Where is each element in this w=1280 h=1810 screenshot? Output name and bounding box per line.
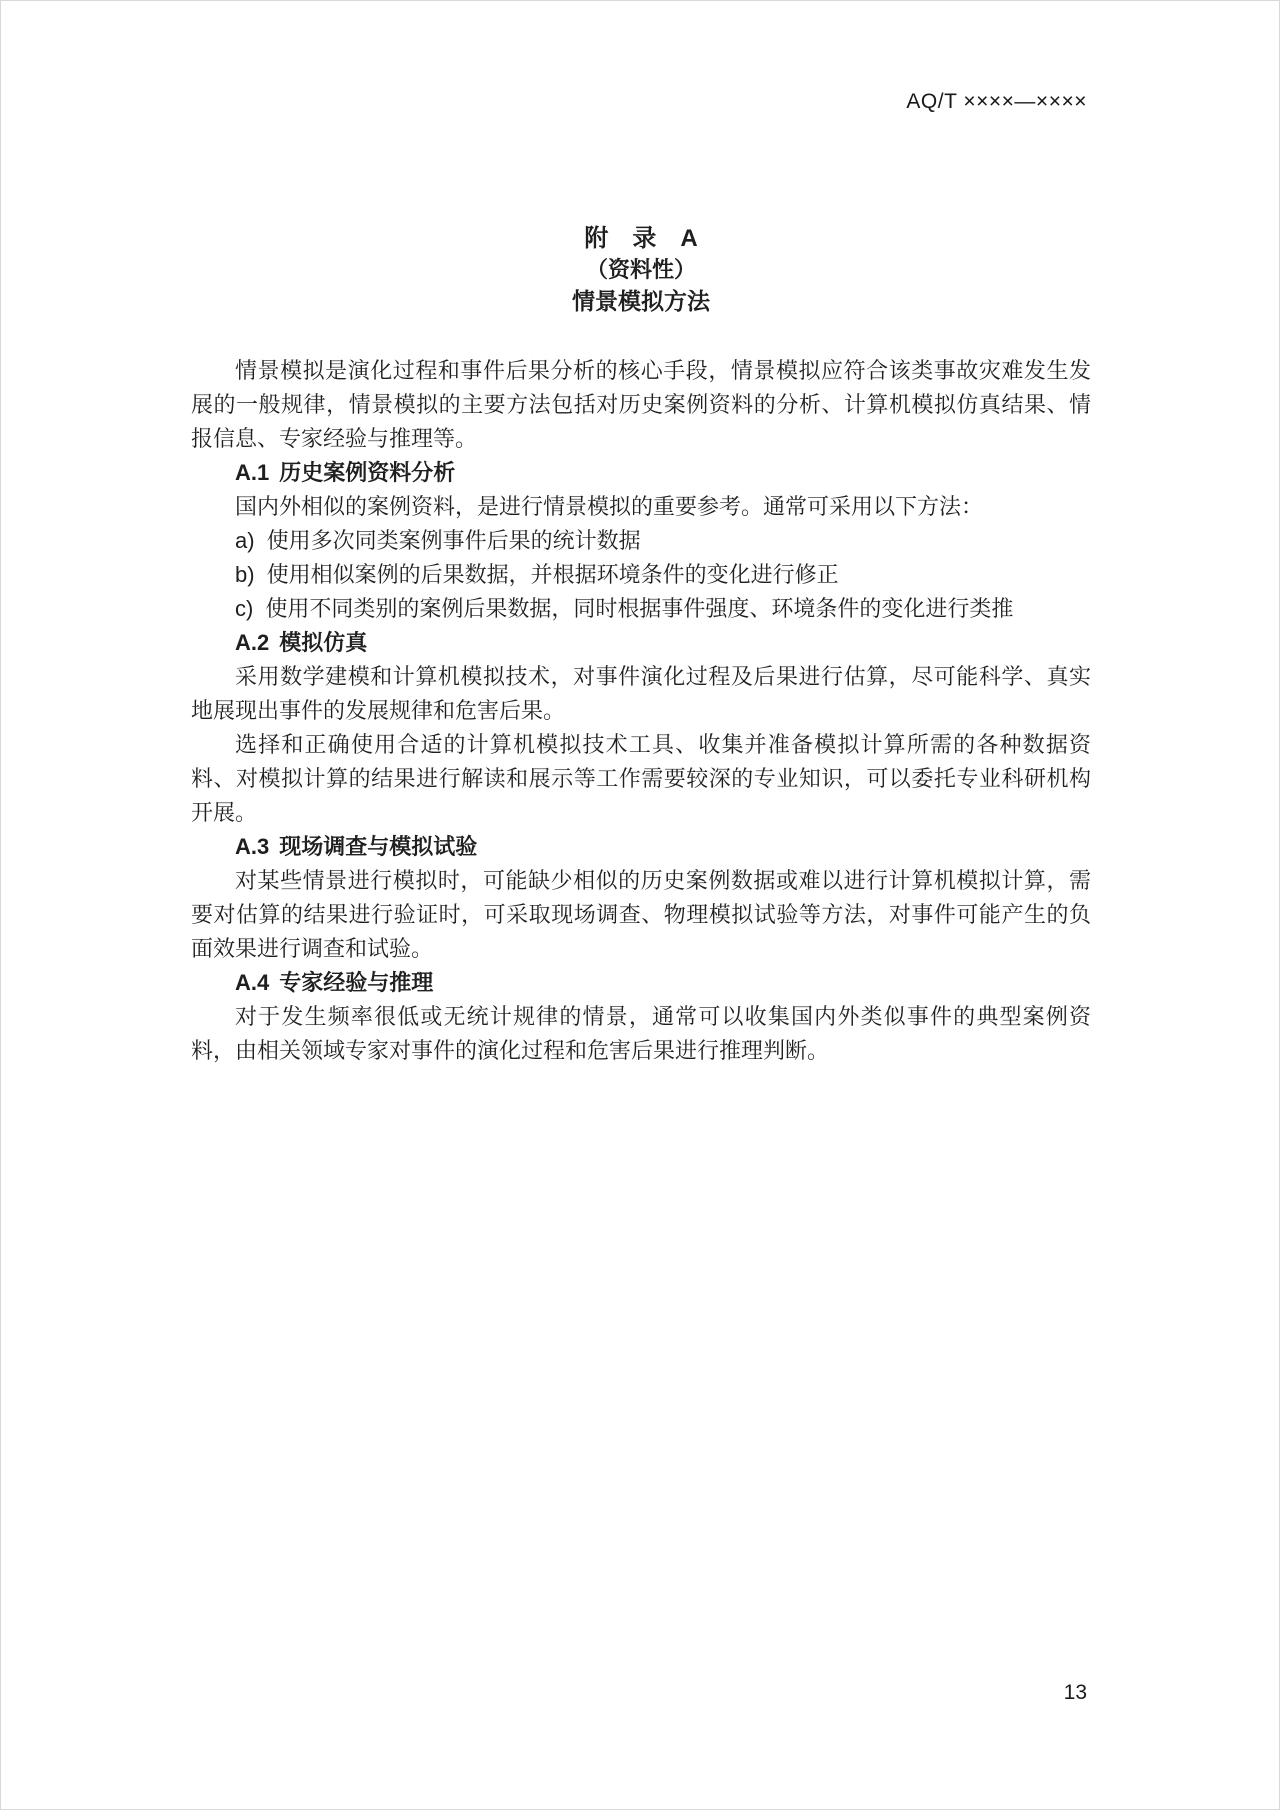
appendix-label: 附 录 A: [584, 225, 698, 252]
section-a3-paragraph: 对某些情景进行模拟时，可能缺少相似的历史案例数据或难以进行计算机模拟计算，需要对估算的结果进行验证时，可采取现场调查、物理模拟试验等方法，对事件可能产生的负面效果进行调查和试验。: [191, 868, 1091, 961]
section-a1-paragraph: 国内外相似的案例资料，是进行情景模拟的重要参考。通常可采用以下方法：: [235, 494, 984, 519]
list-item-a-marker: a): [235, 528, 255, 553]
section-a4-paragraph: 对于发生频率很低或无统计规律的情景，通常可以收集国内外类似事件的典型案例资料，由相关领域专家对事件的演化过程和危害后果进行推理判断。: [191, 1004, 1091, 1063]
section-a1-number: A.1: [235, 460, 270, 485]
appendix-informative-note: （资料性）: [585, 257, 696, 282]
list-item-a: [191, 524, 1091, 558]
section-a4-heading: [191, 966, 1091, 1000]
appendix-title-block: [191, 223, 1091, 317]
section-a2-title: 模拟仿真: [279, 630, 368, 655]
section-a3-heading: [191, 830, 1091, 864]
section-a1: [191, 456, 1091, 626]
section-a2-paragraph-2: 选择和正确使用合适的计算机模拟技术工具、收集并准备模拟计算所需的各种数据资料、对模拟计算的结果进行解读和展示等工作需要较深的专业知识，可以委托专业科研机构开展。: [191, 732, 1091, 825]
section-a3-number: A.3: [235, 834, 270, 859]
appendix-title: 情景模拟方法: [572, 288, 710, 314]
intro-paragraph: 情景模拟是演化过程和事件后果分析的核心手段，情景模拟应符合该类事故灾难发生发展的一般规律，情景模拟的主要方法包括对历史案例资料的分析、计算机模拟仿真结果、情报信息、专家经验与推理等。: [191, 358, 1091, 451]
section-a2-paragraph-1: 采用数学建模和计算机模拟技术，对事件演化过程及后果进行估算，尽可能科学、真实地展现出事件的发展规律和危害后果。: [191, 664, 1091, 723]
section-a1-title: 历史案例资料分析: [279, 460, 456, 485]
section-a2-heading: [191, 626, 1091, 660]
section-a3: [191, 830, 1091, 966]
list-item-b: [191, 558, 1091, 592]
standard-number-header: AQ/T ××××—××××: [906, 90, 1087, 113]
list-item-b-marker: b): [235, 562, 255, 587]
section-a3-title: 现场调查与模拟试验: [279, 834, 478, 859]
section-a2: [191, 626, 1091, 830]
section-a1-heading: [191, 456, 1091, 490]
section-a4-title: 专家经验与推理: [279, 970, 434, 995]
page-number: 13: [1063, 1681, 1087, 1704]
section-a4: [191, 966, 1091, 1068]
list-item-c-text: 使用不同类别的案例后果数据，同时根据事件强度、环境条件的变化进行类推: [265, 596, 1014, 621]
section-a4-number: A.4: [235, 970, 270, 995]
appendix-content: [191, 223, 1091, 1068]
list-item-c-marker: c): [235, 596, 254, 621]
section-a2-number: A.2: [235, 630, 270, 655]
list-item-a-text: 使用多次同类案例事件后果的统计数据: [266, 528, 641, 553]
list-item-b-text: 使用相似案例的后果数据，并根据环境条件的变化进行修正: [266, 562, 839, 587]
list-item-c: [191, 592, 1091, 626]
